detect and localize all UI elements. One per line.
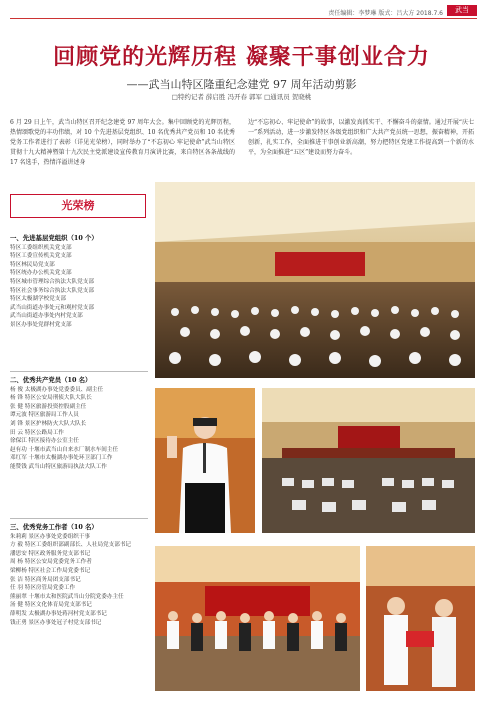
article-title: 回顾党的光辉历程 凝聚干事创业合力	[53, 44, 430, 70]
honor-section-title: 一、先进基层党组织（10 个）	[10, 234, 98, 242]
honor-item: 任 羽 特区房管局党委工作	[10, 585, 76, 592]
section-divider	[10, 371, 148, 372]
issue-date: 2018.7.6	[416, 10, 443, 17]
honor-item: 潘思安 特区政务服务党支部书记	[10, 550, 91, 557]
honor-item: 特区工委宣传机关党支部	[10, 253, 72, 260]
page-meta	[328, 8, 443, 17]
honor-item: 方 毅 特区工委组织部副部长、人社局党支部书记	[10, 542, 132, 549]
lead-paragraph-left: 6 月 29 日上午，武当山特区召开纪念建党 97 周年大会。集中回顾党的光辉历程，热情颂歌党的丰功伟绩，对 10 个先进基层党组织、10 名优秀共产党员和 10 名优秀党务工作者进行了表彰（详见光荣榜），同时举办了“不忘初心 牢记使命”武当山特区贯彻十九大精神暨第十九次民主党派建设宣传教育月演讲比赛，来自特区各条战线的 17 名选手，热情洋溢讲述身	[10, 119, 235, 166]
honor-item: 武当山街道办事处元和观村党支部	[10, 304, 94, 311]
section-divider	[10, 518, 148, 519]
honor-item: 田 云 特区公路局工作	[10, 429, 64, 436]
honor-item: 特区太极湖学校党支部	[10, 296, 66, 303]
photo-handshake	[366, 546, 475, 691]
honor-section-title: 三、优秀党务工作者（10 名）	[10, 523, 98, 531]
honor-section-title: 二、优秀共产党员（10 名）	[10, 376, 92, 384]
honor-section-3	[10, 512, 148, 627]
honor-item: 汤 健 特区文化体育局党支部书记	[10, 602, 92, 609]
honor-item: 周 杨 特区公安局党委党务工作者	[10, 559, 92, 566]
honor-item: 邓红军 十堰市太极湖办事处环卫部门工作	[10, 455, 113, 462]
honor-item: 薛明发 太极湖办事处蒋河村党支部书记	[10, 610, 107, 617]
honor-item: 张 洁 特区商务局团支部书记	[10, 576, 81, 583]
honor-item: 梁柳杨 特区社会工作局党委书记	[10, 567, 91, 574]
article-subtitle: ——武当山特区隆重纪念建党 97 周年活动剪影	[126, 78, 357, 91]
designer-credit: 版式：吕大方	[378, 10, 415, 17]
page-header	[10, 4, 477, 19]
honor-item: 杨 锋 特区公安局刑侦大队大队长	[10, 395, 92, 402]
honor-item: 张 健 特区旅游投资控股副主任	[10, 403, 87, 410]
honor-item: 赵有功 十堰市武当山自来水厂制水车间主任	[10, 446, 119, 453]
photo-hall-stage	[262, 388, 475, 533]
photo-speaker	[155, 388, 255, 533]
photo-award-ceremony	[155, 546, 360, 691]
honor-section-2	[10, 365, 148, 472]
section-tag: 武当	[447, 5, 477, 16]
honor-item: 特区社会事务综合执法大队党支部	[10, 287, 94, 294]
honor-item: 特区工委组织机关党支部	[10, 244, 72, 251]
honor-item: 熊丽翠 十堰市太和医院武当山分院党委办主任	[10, 593, 124, 600]
honor-item: 谭元波 特区旅游局工作人员	[10, 412, 79, 419]
honor-item: 徐保江 特区接待办公室主任	[10, 438, 79, 445]
honor-roll-header: 光荣榜	[10, 194, 146, 218]
honor-item: 特区林民局党支部	[10, 261, 55, 268]
honor-item: 特区城市管理综合执法大队党支部	[10, 278, 94, 285]
editor-credit: 责任编辑：李梦琳	[328, 10, 377, 17]
lead-paragraph-right: 边“不忘初心、牢记使命”的故事，以激发真抓实干、不懈奋斗的豪情。通过开展“庆七一”系列活动，进一步激发特区各级党组织和广大共产党员统一思想，振奋精神，开拓创新，扎实工作，全面推进干事创业新高潮，努力把特区党建工作提高到一个新的水平，为全面推进“五区”建设而努力奋斗。	[248, 119, 474, 156]
honor-item: 刘 锋 景区护林防火大队大队长	[10, 420, 87, 427]
honor-item: 景区办事处党群村党支部	[10, 321, 72, 328]
honor-item: 武当山街道办事处内村党支部	[10, 313, 83, 320]
honor-section-1	[10, 234, 148, 330]
honor-item: 特区统办办公机关党支部	[10, 270, 72, 277]
honor-item: 杨 俊 太极湖办事处党委委员、副主任	[10, 386, 104, 393]
honor-item: 钱正勇 景区办事处冠子村党支部书记	[10, 619, 102, 626]
honor-item: 能赞钱 武当山特区旅游局执法大队工作	[10, 463, 107, 470]
photo-conference-hall	[155, 182, 475, 378]
article-byline: □特约记者 薛启胜 冯开春 郭军 □通讯员 贺晓桃	[171, 93, 312, 101]
honor-item: 朱莉莉 景区办事处党委组织干事	[10, 533, 91, 540]
